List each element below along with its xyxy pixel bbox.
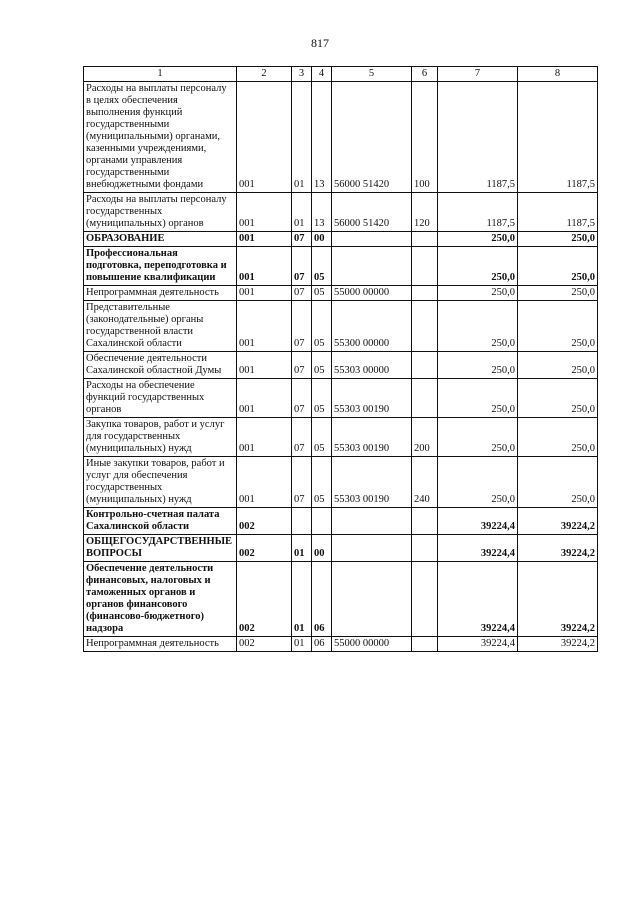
admin-code-cell: 001	[237, 301, 292, 352]
table-row	[84, 193, 598, 232]
section-code-cell: 01	[292, 82, 312, 193]
row-name-cell: Расходы на выплаты персоналу в целях обеспечения выполнения функций государственными (муниципальными) органами, казенными учреждениями, органами управления государственными внебюджетными фондами	[84, 82, 237, 193]
section-code-cell: 01	[292, 535, 312, 562]
amount-col7-cell: 250,0	[438, 286, 518, 301]
row-name-cell: ОБРАЗОВАНИЕ	[84, 232, 237, 247]
target-article-cell: 55303 00190	[332, 379, 412, 418]
section-code-cell: 07	[292, 286, 312, 301]
table-row	[84, 508, 598, 535]
table-row	[84, 457, 598, 508]
row-name-cell: Закупка товаров, работ и услуг для государственных (муниципальных) нужд	[84, 418, 237, 457]
page-number: 817	[311, 36, 329, 50]
expense-type-cell	[412, 352, 438, 379]
section-code-cell: 01	[292, 637, 312, 652]
amount-col8-cell: 250,0	[518, 457, 598, 508]
column-header: 3	[292, 67, 312, 82]
amount-col7-cell: 250,0	[438, 352, 518, 379]
target-article-cell	[332, 232, 412, 247]
section-code-cell: 01	[292, 193, 312, 232]
target-article-cell: 55300 00000	[332, 301, 412, 352]
section-code-cell: 07	[292, 418, 312, 457]
expense-type-cell	[412, 562, 438, 637]
amount-col8-cell: 250,0	[518, 286, 598, 301]
subsection-code-cell: 05	[312, 352, 332, 379]
row-name-cell: Обеспечение деятельности финансовых, налоговых и таможенных органов и органов финансового (финансово-бюджетного) надзора	[84, 562, 237, 637]
amount-col8-cell: 39224,2	[518, 508, 598, 535]
amount-col7-cell: 39224,4	[438, 637, 518, 652]
amount-col8-cell: 250,0	[518, 232, 598, 247]
amount-col8-cell: 39224,2	[518, 637, 598, 652]
target-article-cell	[332, 535, 412, 562]
expense-type-cell	[412, 301, 438, 352]
column-header: 2	[237, 67, 292, 82]
subsection-code-cell: 05	[312, 247, 332, 286]
expense-type-cell: 240	[412, 457, 438, 508]
admin-code-cell: 002	[237, 562, 292, 637]
admin-code-cell: 001	[237, 457, 292, 508]
amount-col7-cell: 250,0	[438, 247, 518, 286]
table-row	[84, 301, 598, 352]
amount-col7-cell: 250,0	[438, 457, 518, 508]
column-header: 5	[332, 67, 412, 82]
amount-col8-cell: 250,0	[518, 418, 598, 457]
table-row	[84, 418, 598, 457]
admin-code-cell: 001	[237, 352, 292, 379]
row-name-cell: ОБЩЕГОСУДАРСТВЕННЫЕ ВОПРОСЫ	[84, 535, 237, 562]
target-article-cell	[332, 562, 412, 637]
section-code-cell: 07	[292, 232, 312, 247]
section-code-cell: 07	[292, 352, 312, 379]
amount-col8-cell: 250,0	[518, 301, 598, 352]
target-article-cell: 56000 51420	[332, 193, 412, 232]
subsection-code-cell: 13	[312, 193, 332, 232]
expense-type-cell	[412, 247, 438, 286]
target-article-cell	[332, 508, 412, 535]
amount-col7-cell: 39224,4	[438, 562, 518, 637]
expense-type-cell	[412, 535, 438, 562]
amount-col8-cell: 250,0	[518, 247, 598, 286]
admin-code-cell: 001	[237, 232, 292, 247]
admin-code-cell: 001	[237, 418, 292, 457]
expense-type-cell	[412, 286, 438, 301]
amount-col7-cell: 250,0	[438, 301, 518, 352]
table-row	[84, 535, 598, 562]
target-article-cell: 56000 51420	[332, 82, 412, 193]
target-article-cell: 55303 00190	[332, 418, 412, 457]
row-name-cell: Непрограммная деятельность	[84, 286, 237, 301]
header-row	[84, 67, 598, 82]
column-header: 7	[438, 67, 518, 82]
table-row	[84, 82, 598, 193]
table-row	[84, 637, 598, 652]
row-name-cell: Контрольно-счетная палата Сахалинской области	[84, 508, 237, 535]
column-header: 6	[412, 67, 438, 82]
amount-col7-cell: 250,0	[438, 232, 518, 247]
row-name-cell: Представительные (законодательные) органы государственной власти Сахалинской области	[84, 301, 237, 352]
target-article-cell: 55000 00000	[332, 286, 412, 301]
section-code-cell: 07	[292, 379, 312, 418]
row-name-cell: Иные закупки товаров, работ и услуг для обеспечения государственных (муниципальных) нужд	[84, 457, 237, 508]
table-row	[84, 379, 598, 418]
amount-col7-cell: 1187,5	[438, 193, 518, 232]
expense-type-cell: 100	[412, 82, 438, 193]
table-row	[84, 352, 598, 379]
expense-type-cell	[412, 232, 438, 247]
admin-code-cell: 001	[237, 193, 292, 232]
section-code-cell: 01	[292, 562, 312, 637]
amount-col8-cell: 39224,2	[518, 535, 598, 562]
amount-col7-cell: 39224,4	[438, 508, 518, 535]
amount-col8-cell: 1187,5	[518, 82, 598, 193]
amount-col7-cell: 1187,5	[438, 82, 518, 193]
subsection-code-cell: 06	[312, 562, 332, 637]
column-header: 8	[518, 67, 598, 82]
table-row	[84, 286, 598, 301]
expense-type-cell	[412, 508, 438, 535]
admin-code-cell: 001	[237, 379, 292, 418]
row-name-cell: Обеспечение деятельности Сахалинской областной Думы	[84, 352, 237, 379]
admin-code-cell: 001	[237, 247, 292, 286]
target-article-cell: 55303 00190	[332, 457, 412, 508]
target-article-cell: 55000 00000	[332, 637, 412, 652]
target-article-cell: 55303 00000	[332, 352, 412, 379]
subsection-code-cell: 05	[312, 301, 332, 352]
amount-col7-cell: 39224,4	[438, 535, 518, 562]
table-row	[84, 247, 598, 286]
amount-col7-cell: 250,0	[438, 379, 518, 418]
row-name-cell: Профессиональная подготовка, переподготовка и повышение квалификации	[84, 247, 237, 286]
subsection-code-cell: 00	[312, 535, 332, 562]
row-name-cell: Расходы на обеспечение функций государственных органов	[84, 379, 237, 418]
subsection-code-cell: 05	[312, 379, 332, 418]
row-name-cell: Расходы на выплаты персоналу государственных (муниципальных) органов	[84, 193, 237, 232]
row-name-cell: Непрограммная деятельность	[84, 637, 237, 652]
subsection-code-cell: 05	[312, 286, 332, 301]
admin-code-cell: 002	[237, 637, 292, 652]
column-header: 1	[84, 67, 237, 82]
subsection-code-cell: 13	[312, 82, 332, 193]
admin-code-cell: 001	[237, 82, 292, 193]
target-article-cell	[332, 247, 412, 286]
table-row	[84, 232, 598, 247]
budget-table	[83, 66, 598, 652]
amount-col7-cell: 250,0	[438, 418, 518, 457]
subsection-code-cell: 05	[312, 457, 332, 508]
expense-type-cell	[412, 637, 438, 652]
admin-code-cell: 001	[237, 286, 292, 301]
amount-col8-cell: 250,0	[518, 352, 598, 379]
section-code-cell: 07	[292, 457, 312, 508]
column-header: 4	[312, 67, 332, 82]
expense-type-cell: 120	[412, 193, 438, 232]
subsection-code-cell: 00	[312, 232, 332, 247]
subsection-code-cell: 06	[312, 637, 332, 652]
admin-code-cell: 002	[237, 508, 292, 535]
section-code-cell: 07	[292, 301, 312, 352]
expense-type-cell	[412, 379, 438, 418]
amount-col8-cell: 39224,2	[518, 562, 598, 637]
amount-col8-cell: 1187,5	[518, 193, 598, 232]
admin-code-cell: 002	[237, 535, 292, 562]
section-code-cell	[292, 508, 312, 535]
subsection-code-cell: 05	[312, 418, 332, 457]
table-row	[84, 562, 598, 637]
subsection-code-cell	[312, 508, 332, 535]
expense-type-cell: 200	[412, 418, 438, 457]
section-code-cell: 07	[292, 247, 312, 286]
amount-col8-cell: 250,0	[518, 379, 598, 418]
